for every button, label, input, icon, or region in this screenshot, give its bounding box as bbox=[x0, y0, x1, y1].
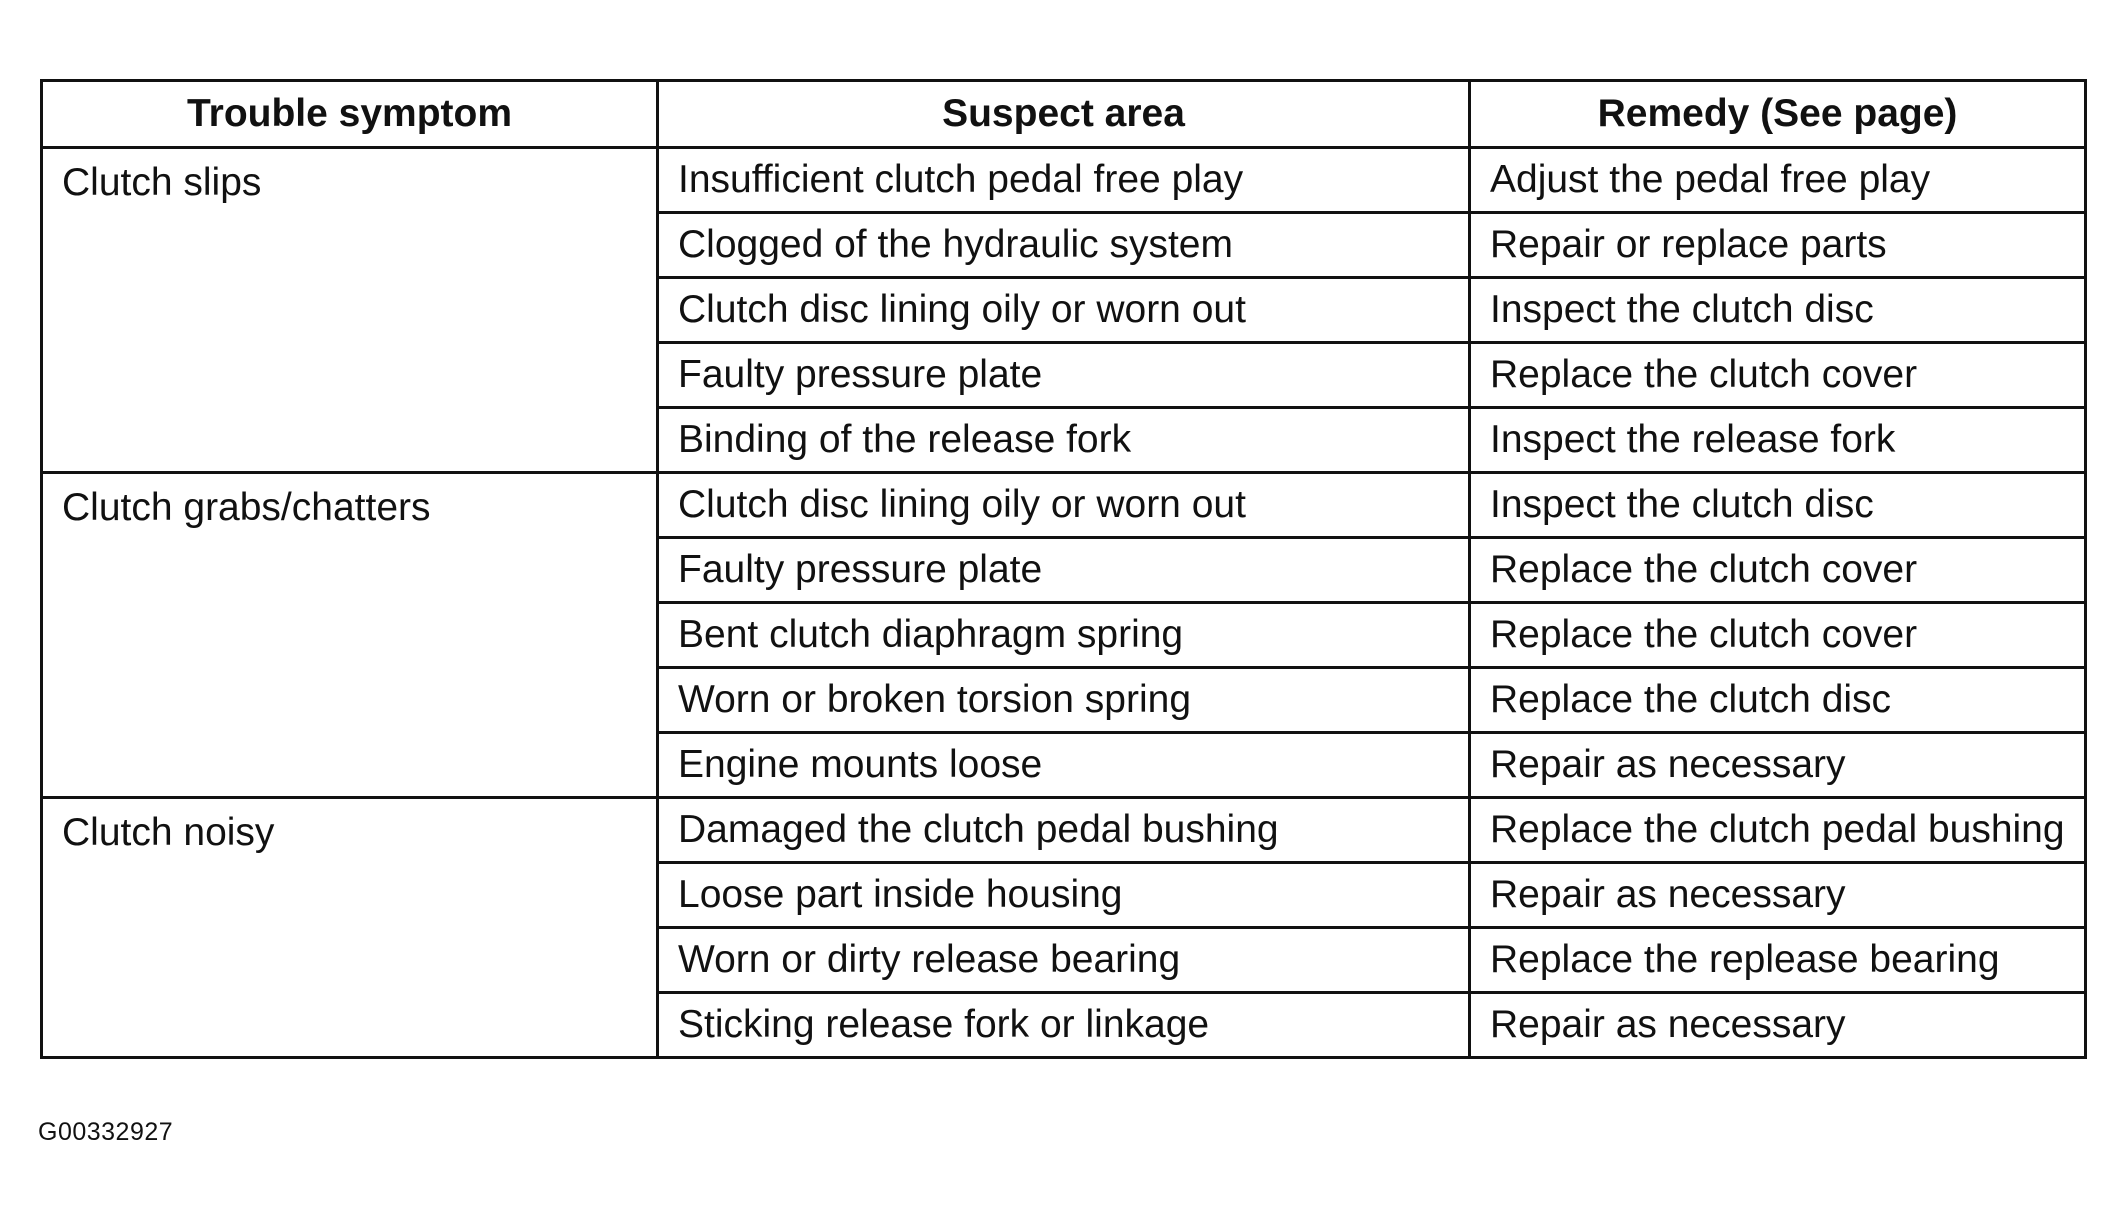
suspect-cell: Faulty pressure plate bbox=[658, 538, 1470, 603]
suspect-cell: Worn or dirty release bearing bbox=[658, 928, 1470, 993]
symptom-cell: Clutch grabs/chatters bbox=[42, 473, 658, 798]
table-row bbox=[42, 148, 2086, 213]
suspect-cell: Clutch disc lining oily or worn out bbox=[658, 473, 1470, 538]
remedy-cell: Replace the clutch pedal bushing bbox=[1470, 798, 2086, 863]
suspect-cell: Insufficient clutch pedal free play bbox=[658, 148, 1470, 213]
remedy-cell: Inspect the clutch disc bbox=[1470, 278, 2086, 343]
header-row bbox=[42, 81, 2086, 148]
suspect-cell: Loose part inside housing bbox=[658, 863, 1470, 928]
suspect-cell: Worn or broken torsion spring bbox=[658, 668, 1470, 733]
remedy-cell: Repair as necessary bbox=[1470, 993, 2086, 1058]
remedy-cell: Replace the clutch cover bbox=[1470, 603, 2086, 668]
suspect-cell: Clogged of the hydraulic system bbox=[658, 213, 1470, 278]
troubleshooting-table bbox=[40, 79, 2087, 1059]
remedy-cell: Repair as necessary bbox=[1470, 863, 2086, 928]
header-remedy: Remedy (See page) bbox=[1470, 81, 2086, 148]
suspect-cell: Bent clutch diaphragm spring bbox=[658, 603, 1470, 668]
remedy-cell: Inspect the release fork bbox=[1470, 408, 2086, 473]
suspect-cell: Engine mounts loose bbox=[658, 733, 1470, 798]
remedy-cell: Replace the clutch disc bbox=[1470, 668, 2086, 733]
remedy-cell: Replace the clutch cover bbox=[1470, 538, 2086, 603]
remedy-cell: Replace the clutch cover bbox=[1470, 343, 2086, 408]
symptom-cell: Clutch noisy bbox=[42, 798, 658, 1058]
remedy-cell: Inspect the clutch disc bbox=[1470, 473, 2086, 538]
header-suspect-area: Suspect area bbox=[658, 81, 1470, 148]
remedy-cell: Repair or replace parts bbox=[1470, 213, 2086, 278]
suspect-cell: Sticking release fork or linkage bbox=[658, 993, 1470, 1058]
symptom-cell: Clutch slips bbox=[42, 148, 658, 473]
header-trouble-symptom: Trouble symptom bbox=[42, 81, 658, 148]
suspect-cell: Clutch disc lining oily or worn out bbox=[658, 278, 1470, 343]
figure-code: G00332927 bbox=[38, 1118, 174, 1146]
suspect-cell: Faulty pressure plate bbox=[658, 343, 1470, 408]
suspect-cell: Damaged the clutch pedal bushing bbox=[658, 798, 1470, 863]
remedy-cell: Replace the replease bearing bbox=[1470, 928, 2086, 993]
remedy-cell: Adjust the pedal free play bbox=[1470, 148, 2086, 213]
suspect-cell: Binding of the release fork bbox=[658, 408, 1470, 473]
table-row bbox=[42, 473, 2086, 538]
table-row bbox=[42, 798, 2086, 863]
remedy-cell: Repair as necessary bbox=[1470, 733, 2086, 798]
